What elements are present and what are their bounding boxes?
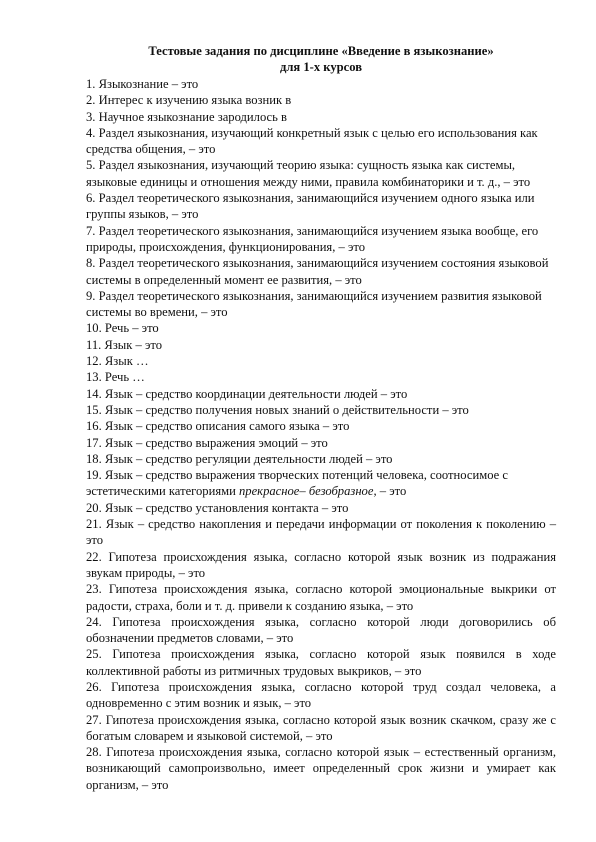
question-item: 2. Интерес к изучению языка возник в <box>86 93 292 108</box>
question-text: 19. Язык – средство выражения творческих потенций человека, соотносимое с эстетическими категориями <box>86 468 508 499</box>
question-item: 10. Речь – это <box>86 321 159 336</box>
question-item: 11. Язык – это <box>86 337 163 352</box>
question-text-italic: прекрасное– безобразное, <box>239 484 377 499</box>
question-item: 15. Язык – средство получения новых знаний о действительности – это <box>86 402 469 417</box>
question-item: 18. Язык – средство регуляции деятельности людей – это <box>86 451 393 466</box>
question-item <box>86 467 556 500</box>
question-item: 16. Язык – средство описания самого языка – это <box>86 419 350 434</box>
document-title <box>86 44 556 75</box>
question-item: 17. Язык – средство выражения эмоций – это <box>86 435 328 450</box>
question-item: 5. Раздел языкознания, изучающий теорию языка: сущность языка как системы, языковые единицы и отношения между ними, правила комбинаторики и т. д., – это <box>86 158 531 189</box>
question-item: 23. Гипотеза происхождения языка, согласно которой эмоциональные выкрики от радости, страха, боли и т. д. привели к созданию языка, – это <box>86 582 556 613</box>
question-text-end: – это <box>376 484 407 499</box>
question-item: 14. Язык – средство координации деятельности людей – это <box>86 386 408 401</box>
question-item: 12. Язык … <box>86 354 149 369</box>
question-item: 25. Гипотеза происхождения языка, согласно которой язык появился в ходе коллективной работы из ритмичных трудовых выкриков, – это <box>86 647 556 678</box>
title-line-2: для 1-х курсов <box>279 59 363 74</box>
question-item: 26. Гипотеза происхождения языка, согласно которой труд создал человека, а одновременно с этим возник и язык, – это <box>86 679 556 711</box>
question-item: 3. Научное языкознание зародилось в <box>86 109 287 124</box>
question-item: 9. Раздел теоретического языкознания, занимающийся изучением развития языковой системы во времени, – это <box>86 288 542 320</box>
question-item: 28. Гипотеза происхождения языка, согласно которой язык – естественный организм, возникающий самопроизвольно, имеет определенный срок жизни и умирает как организм, – это <box>86 745 556 792</box>
question-item: 21. Язык – средство накопления и передачи информации от поколения к поколению – это <box>86 517 556 548</box>
question-item: 13. Речь … <box>86 370 145 385</box>
question-item: 27. Гипотеза происхождения языка, согласно которой язык возник скачком, сразу же с богатым словарем и языковой системой, – это <box>86 712 556 743</box>
question-item: 7. Раздел теоретического языкознания, занимающийся изучением языка вообще, его природы, происхождения, функционирования, – это <box>86 223 539 254</box>
question-item: 22. Гипотеза происхождения языка, согласно которой язык возник из подражания звукам природы, – это <box>86 549 556 580</box>
title-line-1: Тестовые задания по дисциплине «Введение в языкознание» <box>148 44 494 58</box>
question-item: 4. Раздел языкознания, изучающий конкретный язык с целью его использования как средства общения, – это <box>86 125 538 157</box>
question-item: 20. Язык – средство установления контакта – это <box>86 500 349 515</box>
document-page <box>86 44 556 793</box>
question-item: 1. Языкознание – это <box>86 77 199 91</box>
question-item: 6. Раздел теоретического языкознания, занимающийся изучением одного языка или группы языков, – это <box>86 191 535 222</box>
question-item: 24. Гипотеза происхождения языка, согласно которой люди договорились об обозначении предметов словами, – это <box>86 614 556 646</box>
question-item: 8. Раздел теоретического языкознания, занимающийся изучением состояния языковой системы в определенный момент ее развития, – это <box>86 256 549 287</box>
question-list <box>86 76 556 793</box>
